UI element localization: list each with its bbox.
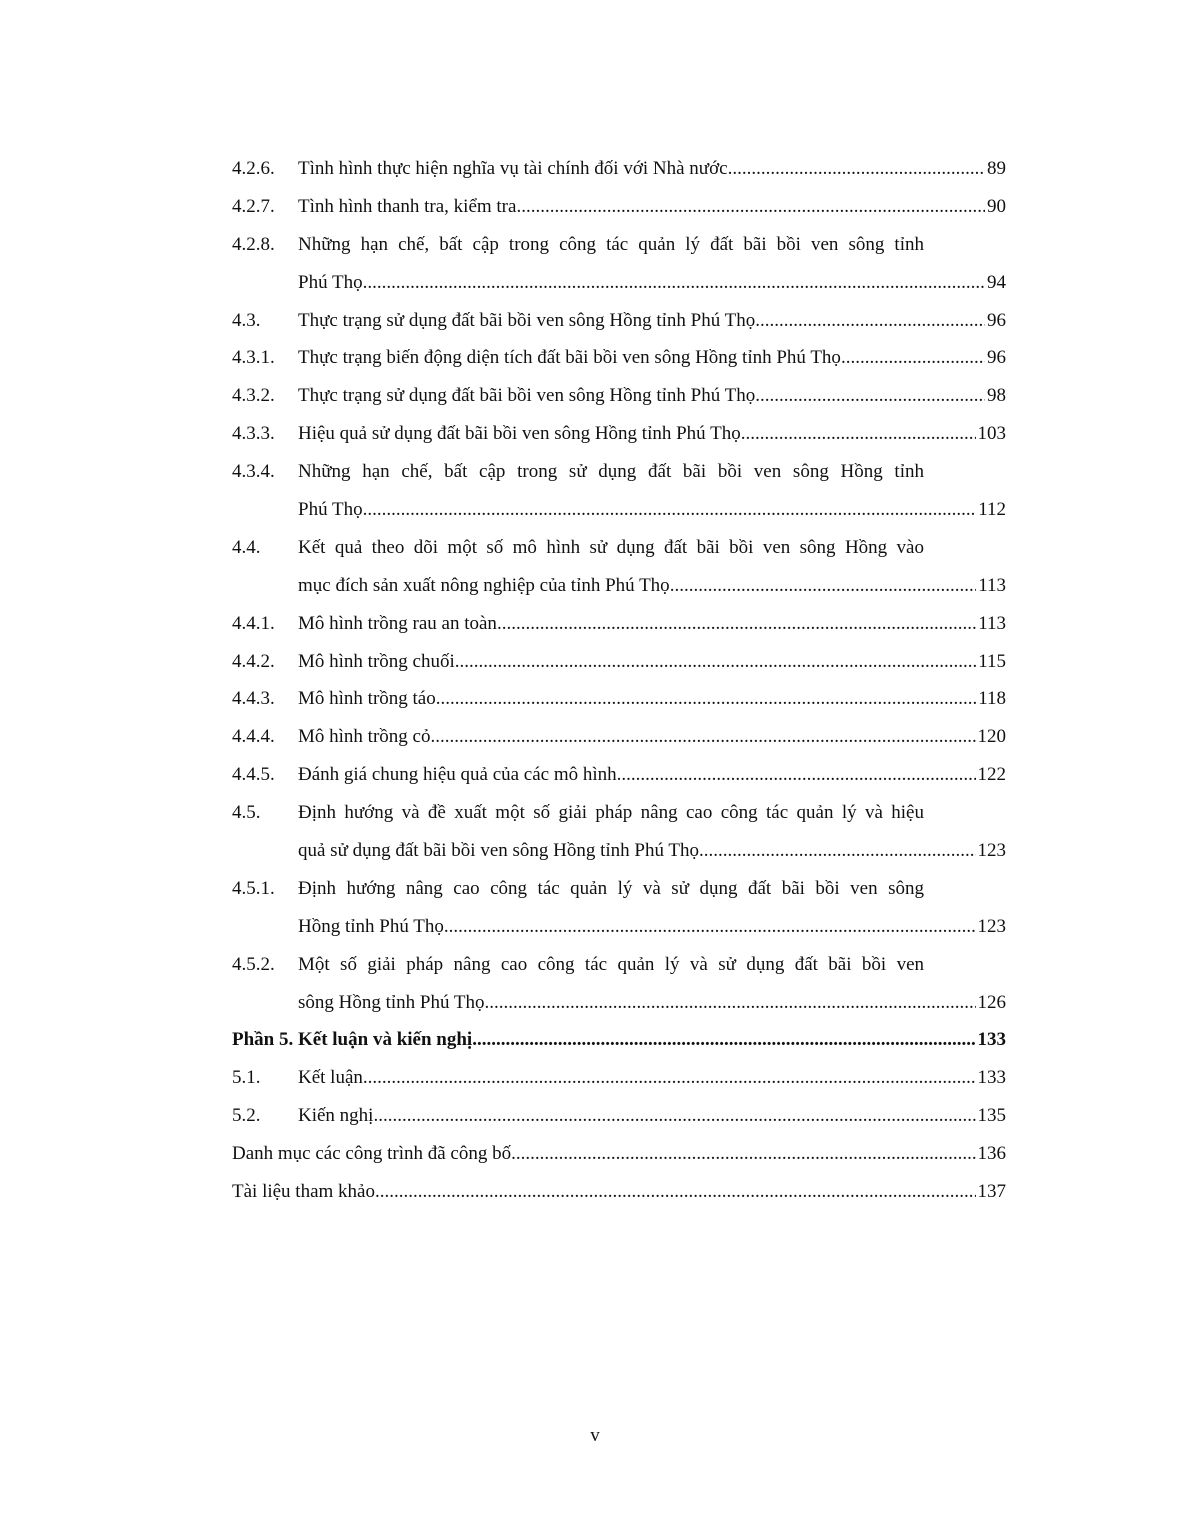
toc-entry-4-3[interactable] (232, 302, 1006, 340)
dot-leader (511, 1143, 975, 1165)
toc-entry-5-1[interactable] (232, 1059, 1006, 1097)
toc-title: Mô hình trồng chuối (298, 650, 455, 672)
dot-leader (472, 1029, 975, 1051)
page-number: v (590, 1425, 600, 1446)
toc-entry-4-5-1-continued[interactable] (232, 908, 1006, 946)
toc-page: 122 (977, 764, 1006, 786)
table-of-contents (232, 150, 1006, 1211)
toc-entry-5-2[interactable] (232, 1097, 1006, 1135)
toc-page: 98 (987, 385, 1006, 407)
toc-title-continued: Phú Thọ (298, 498, 363, 520)
toc-entry-4-4-5[interactable] (232, 756, 1006, 794)
toc-title: Kiến nghị (298, 1105, 374, 1127)
toc-title-continued: sông Hồng tỉnh Phú Thọ (298, 991, 485, 1013)
toc-number: 4.3. (232, 309, 261, 331)
toc-entry-4-2-7[interactable] (232, 188, 1006, 226)
toc-entry-4-5-2[interactable] (232, 946, 1006, 984)
toc-page: 133 (977, 1029, 1006, 1051)
toc-title: Định hướng và đề xuất một số giải pháp nâng cao công tác quản lý và hiệu (298, 802, 924, 824)
toc-title: Tình hình thanh tra, kiểm tra (298, 195, 517, 217)
toc-entry-4-5[interactable] (232, 794, 1006, 832)
dot-leader (755, 310, 985, 332)
dot-leader (455, 651, 976, 673)
toc-number: 4.4.4. (232, 726, 275, 748)
toc-part-5[interactable] (232, 1021, 1006, 1059)
toc-number: 4.2.8. (232, 233, 275, 255)
dot-leader (670, 575, 977, 597)
toc-entry-4-3-2[interactable] (232, 377, 1006, 415)
dot-leader (741, 423, 976, 445)
toc-number: 4.4. (232, 536, 261, 558)
toc-page: 103 (977, 423, 1006, 445)
dot-leader (617, 764, 976, 786)
toc-page: 136 (977, 1143, 1006, 1165)
toc-references[interactable] (232, 1173, 1006, 1211)
toc-page: 112 (978, 498, 1006, 520)
toc-entry-4-4-2[interactable] (232, 643, 1006, 681)
toc-entry-4-2-8-continued[interactable] (232, 264, 1006, 302)
toc-part-title: Phần 5. Kết luận và kiến nghị (232, 1029, 473, 1051)
toc-title: Đánh giá chung hiệu quả của các mô hình (298, 764, 617, 786)
toc-number: 4.4.5. (232, 764, 275, 786)
toc-title: Kết quả theo dõi một số mô hình sử dụng đất bãi bồi ven sông Hồng vào (298, 536, 924, 558)
toc-entry-4-3-3[interactable] (232, 415, 1006, 453)
dot-leader (755, 385, 985, 407)
toc-title-continued: Phú Thọ (298, 271, 363, 293)
toc-title-continued: Hồng tỉnh Phú Thọ (298, 915, 444, 937)
toc-title: Những hạn chế, bất cập trong sử dụng đất bãi bồi ven sông Hồng tỉnh (298, 461, 924, 483)
toc-entry-4-3-4-continued[interactable] (232, 491, 1006, 529)
toc-title: Những hạn chế, bất cập trong công tác quản lý đất bãi bồi ven sông tỉnh (298, 233, 924, 255)
toc-title: Một số giải pháp nâng cao công tác quản lý và sử dụng đất bãi bồi ven (298, 953, 924, 975)
toc-title-continued: mục đích sản xuất nông nghiệp của tỉnh Phú Thọ (298, 574, 670, 596)
toc-page: 94 (987, 271, 1006, 293)
toc-page: 118 (978, 688, 1006, 710)
toc-entry-4-3-1[interactable] (232, 339, 1006, 377)
dot-leader (363, 499, 977, 521)
toc-page: 96 (987, 309, 1006, 331)
toc-title: Kết luận (298, 1067, 363, 1089)
toc-number: 5.2. (232, 1105, 261, 1127)
toc-entry-4-3-4[interactable] (232, 453, 1006, 491)
toc-entry-4-4-3[interactable] (232, 680, 1006, 718)
toc-entry-4-5-1[interactable] (232, 870, 1006, 908)
toc-title: Danh mục các công trình đã công bố (232, 1143, 512, 1165)
toc-entry-4-4-continued[interactable] (232, 567, 1006, 605)
toc-entry-4-4[interactable] (232, 529, 1006, 567)
toc-title: Mô hình trồng cỏ (298, 726, 431, 748)
toc-number: 4.5. (232, 802, 261, 824)
toc-number: 4.4.1. (232, 612, 275, 634)
toc-number: 4.2.7. (232, 195, 275, 217)
toc-entry-4-4-1[interactable] (232, 605, 1006, 643)
toc-title: Thực trạng biến động diện tích đất bãi bồi ven sông Hồng tỉnh Phú Thọ (298, 347, 841, 369)
toc-number: 4.3.4. (232, 461, 275, 483)
toc-page: 89 (987, 157, 1006, 179)
toc-title: Thực trạng sử dụng đất bãi bồi ven sông Hồng tỉnh Phú Thọ (298, 385, 756, 407)
toc-number: 5.1. (232, 1067, 261, 1089)
dot-leader (728, 158, 985, 180)
dot-leader (516, 196, 985, 218)
toc-page: 123 (977, 915, 1006, 937)
toc-page: 135 (977, 1105, 1006, 1127)
toc-entry-4-5-continued[interactable] (232, 832, 1006, 870)
toc-title: Định hướng nâng cao công tác quản lý và sử dụng đất bãi bồi ven sông (298, 877, 924, 899)
toc-title: Tình hình thực hiện nghĩa vụ tài chính đối với Nhà nước (298, 157, 728, 179)
dot-leader (841, 347, 985, 369)
toc-page: 137 (977, 1180, 1006, 1202)
toc-page: 133 (977, 1067, 1006, 1089)
dot-leader (699, 840, 975, 862)
toc-number: 4.3.2. (232, 385, 275, 407)
toc-title: Thực trạng sử dụng đất bãi bồi ven sông Hồng tỉnh Phú Thọ (298, 309, 756, 331)
toc-page: 126 (977, 991, 1006, 1013)
toc-entry-4-2-6[interactable] (232, 150, 1006, 188)
toc-title: Mô hình trồng rau an toàn (298, 612, 497, 634)
toc-page: 90 (987, 195, 1006, 217)
dot-leader (497, 613, 976, 635)
toc-entry-4-5-2-continued[interactable] (232, 984, 1006, 1022)
toc-number: 4.5.1. (232, 877, 275, 899)
toc-number: 4.3.1. (232, 347, 275, 369)
dot-leader (430, 726, 975, 748)
toc-publications[interactable] (232, 1135, 1006, 1173)
toc-title-continued: quả sử dụng đất bãi bồi ven sông Hồng tỉnh Phú Thọ (298, 839, 700, 861)
dot-leader (375, 1181, 976, 1203)
dot-leader (373, 1105, 975, 1127)
dot-leader (363, 1067, 976, 1089)
toc-page: 113 (978, 574, 1006, 596)
toc-number: 4.5.2. (232, 953, 275, 975)
toc-page: 113 (978, 612, 1006, 634)
toc-title: Mô hình trồng táo (298, 688, 436, 710)
toc-entry-4-4-4[interactable] (232, 718, 1006, 756)
dot-leader (444, 916, 976, 938)
toc-page: 120 (977, 726, 1006, 748)
toc-entry-4-2-8[interactable] (232, 226, 1006, 264)
dot-leader (363, 272, 985, 294)
toc-title: Hiệu quả sử dụng đất bãi bồi ven sông Hồng tỉnh Phú Thọ (298, 423, 741, 445)
toc-page: 123 (977, 839, 1006, 861)
toc-title: Tài liệu tham khảo (232, 1180, 375, 1202)
toc-number: 4.4.3. (232, 688, 275, 710)
toc-number: 4.3.3. (232, 423, 275, 445)
toc-page: 115 (978, 650, 1006, 672)
dot-leader (436, 688, 976, 710)
toc-number: 4.2.6. (232, 157, 275, 179)
toc-number: 4.4.2. (232, 650, 275, 672)
toc-page: 96 (987, 347, 1006, 369)
dot-leader (485, 992, 976, 1014)
